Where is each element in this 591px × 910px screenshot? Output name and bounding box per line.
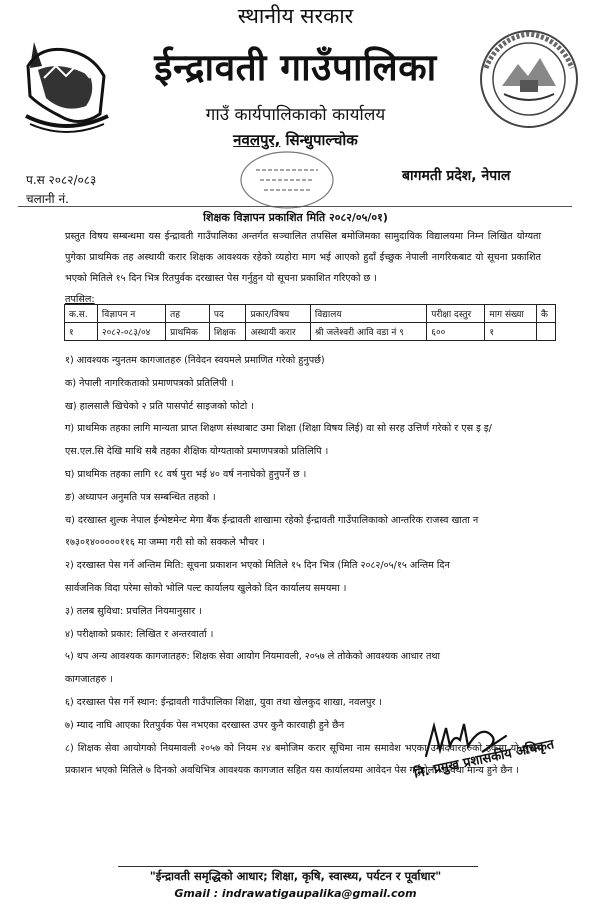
table-cell: श्री जलेश्वरी आवि वडा नं ९ (310, 323, 426, 341)
list-item: ख) हालसालै खिचेको २ प्रति पासपोर्ट साइजको फोटो । (65, 400, 254, 412)
reference-number: प.स २०८२/०८३ (26, 173, 97, 187)
table-cell (537, 323, 556, 341)
table-cell: शिक्षक (209, 323, 246, 341)
list-item: ङ) अध्यापन अनुमति पत्र सम्बन्धित तहको । (65, 491, 216, 503)
details-label: तपसिल: (65, 294, 95, 305)
address-place: नवलपुर, (233, 131, 281, 149)
table-cell: २०८२-०८३/०४ (97, 323, 165, 341)
table-cell: ६०० (427, 323, 485, 341)
footer-motto: "ईन्द्रावती समृद्धिको आधार; शिक्षा, कृषि, स्वास्थ्य, पर्यटन र पूर्वाधार" (149, 869, 442, 883)
address-district: सिन्धुपाल्चोक (280, 131, 358, 149)
province-name: बागमती प्रदेश, नेपाल (402, 168, 511, 184)
list-item: ६) दरखास्त पेस गर्ने स्थान: ईन्द्रावती गाउँपालिका शिक्षा, युवा तथा खेलकुद शाखा, नवलपुर । (65, 696, 383, 708)
table-row (65, 323, 556, 341)
table-cell: अस्थायी करार (246, 323, 310, 341)
table-header-row (65, 305, 556, 323)
list-item: ७) म्याद नाघि आएका रितपुर्वक पेस नभएका दरखास्त उपर कुनै कारवाही हुने छैन (65, 719, 345, 731)
list-item: सार्वजनिक विदा परेमा सोको भोलि पल्ट कार्यालय खुलेको दिन कार्यालय समयमा । (65, 582, 347, 594)
table-header-cell: परीक्षा दस्तुर (427, 305, 485, 323)
list-item: ३) तलब सुविधा: प्रचलित नियमानुसार । (65, 605, 202, 617)
list-item: क) नेपाली नागरिकताको प्रमाणपत्रको प्रतिलिपी । (65, 377, 234, 389)
table-header-cell: तह (166, 305, 210, 323)
list-item: च) दरखास्त शुल्क नेपाल ईन्भेष्टमेन्ट मेगा बैंक ईन्द्रावती शाखामा रहेको ईन्द्रावती गाउँपालिकाको आन्तरिक राजस्व खाता न (65, 514, 479, 526)
table-header-cell: विद्यालय (310, 305, 426, 323)
table-cell: प्राथमिक (166, 323, 210, 341)
table-header-cell: प्रकार/विषय (246, 305, 310, 323)
list-item: १) आवश्यक न्युनतम कागजातहरु (निवेदन स्वयमले प्रमाणित गरेको हुनुपर्छ) (65, 355, 325, 366)
header-top-line: स्थानीय सरकार (237, 4, 354, 28)
list-item: ५) थप अन्य आवश्यक कागजातहरु: शिक्षक सेवा आयोग नियमावली, २०५७ ले तोकेको आवश्यक आधार तथा (65, 651, 441, 663)
table-header-cell: क.स. (65, 305, 98, 323)
table-header-cell: विज्ञापन न (97, 305, 165, 323)
office-address (0, 130, 591, 150)
list-item: २) दरखास्त पेस गर्ने अन्तिम मिति: सूचना प्रकाशन भएको मितिले १५ दिन भित्र (मिति २०८२/०५/१५ अन्तिम दिन (65, 560, 450, 572)
table-header-cell: माग संख्या (485, 305, 537, 323)
signatory-title: नि. प्रमुख प्रशासकीय अधिकृत (412, 737, 556, 782)
office-name: गाउँ कार्यपालिकाको कार्यालय (205, 105, 386, 125)
footer-divider (118, 866, 478, 867)
notice-title: शिक्षक विज्ञापन प्रकाशित मिति २०८२/०५/०१) (203, 211, 388, 224)
list-item: घ) प्राथमिक तहका लागि १८ वर्ष पुरा भई ४० वर्ष ननाघेको हुनुपर्ने छ । (65, 468, 307, 480)
municipality-name: ईन्द्रावती गाउँपालिका (154, 46, 437, 89)
list-item: १७३०१४०००००११६ मा जम्मा गरी सो को सक्कले भौचर । (65, 537, 265, 549)
office-stamp-icon (236, 148, 338, 212)
notice-intro: प्रस्तुत विषय सम्बन्धमा यस ईन्द्रावती गाउँपालिका अन्तर्गत सञ्चालित तपसिल बमोजिमका सामुदायिक विद्यालयमा निम्न लिखित योग्यता पुगेका प्राथमिक तह अस्थायी करार शिक्षक आवश्यक रहेको व्यहोरा माग भई आएको हुदाँ ईच्छुक नेपाली नागरिकबाट यो सूचना प्रकाशित भएको मितिले १५ दिन भित्र रितपुर्वक दरखास्त पेस गर्नुहुन यो सूचना प्रकाशित गरिएको छ । (65, 231, 541, 284)
dispatch-number: चलानी नं. (26, 192, 69, 206)
vacancy-table (64, 304, 556, 341)
list-item: ग) प्राथमिक तहका लागि मान्यता प्राप्त शिक्षण संस्थाबाट उमा शिक्षा (शिक्षा विषय लिई) वा सो सरह उत्तिर्ण गरेको र एस इ इ/ (65, 423, 492, 435)
list-item: एस.एल.सि देखि माथि सबै तहका शैक्षिक योग्यताको प्रमाणपत्रको प्रतिलिपि । (65, 446, 329, 458)
list-item: कागजातहरु । (65, 674, 113, 686)
list-item: ४) परीक्षाको प्रकार: लिखित र अन्तरवार्ता । (65, 628, 214, 640)
table-cell: १ (65, 323, 98, 341)
footer-email: Gmail : indrawatigaupalika@gmail.com (174, 887, 417, 900)
list-item: ८) शिक्षक सेवा आयोगको नियमावली २०५७ को नियम २४ बमोजिम करार सूचिमा नाम समावेश भएका उम्मेदवारहरुको हकमा यो सूचना प्रकाशन भएको मितिले ७ दिनको अवधिभित्र आवश्यक कागजात सहित यस कार्यालयमा आवेदन पेस गर्नुहोला अन्यथा मान्य हुने छैन । (65, 742, 543, 777)
header-divider (18, 206, 572, 207)
table-cell: १ (485, 323, 537, 341)
table-header-cell: पद (209, 305, 246, 323)
table-header-cell: कै (537, 305, 556, 323)
